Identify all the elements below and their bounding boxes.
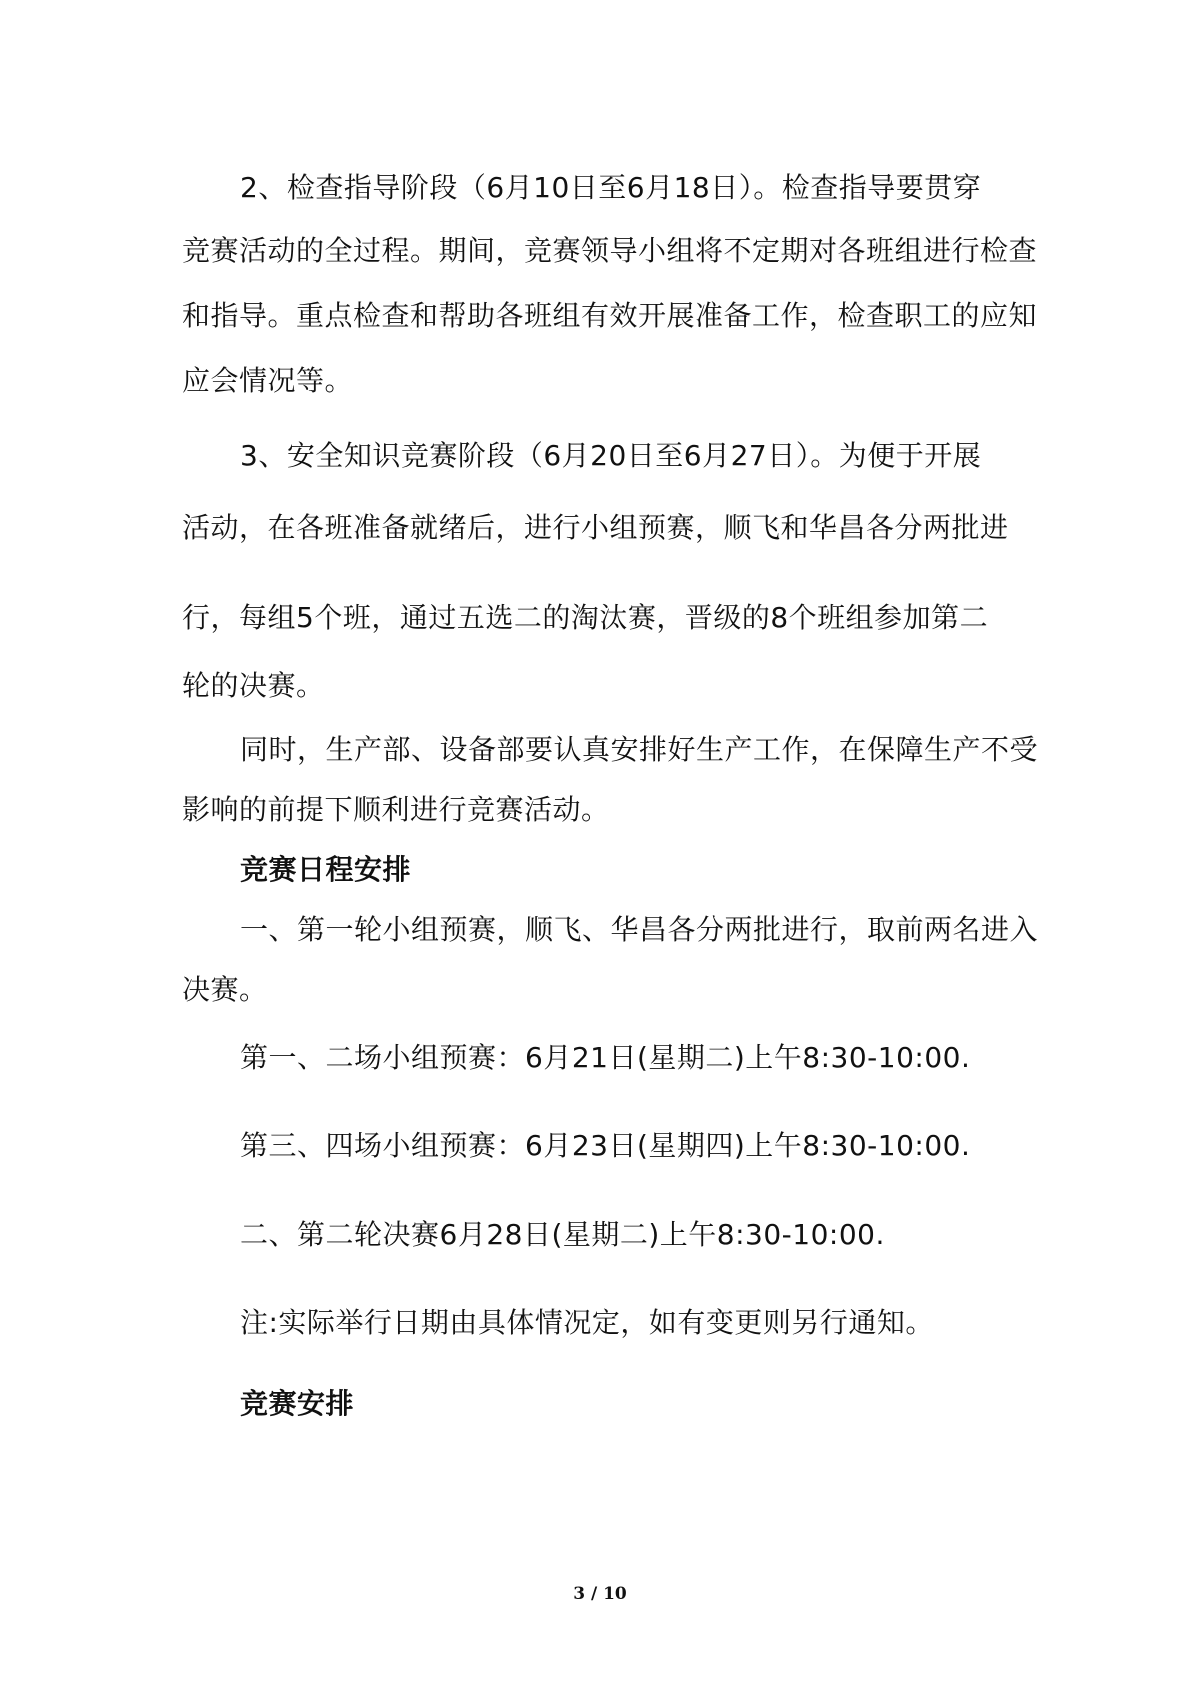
section-heading: 竞赛日程安排 [240, 853, 412, 886]
paragraph-line: 行，每组5个班，通过五选二的淘汰赛，晋级的8个班组参加第二 [182, 601, 989, 634]
schedule-line: 第三、四场小组预赛：6月23日(星期四)上午8:30-10:00. [240, 1129, 971, 1162]
section-heading: 竞赛安排 [240, 1387, 355, 1420]
page-number: 3 / 10 [573, 1584, 627, 1604]
paragraph-line: 决赛。 [182, 973, 268, 1006]
paragraph-line: 3、安全知识竞赛阶段（6月20日至6月27日）。为便于开展 [240, 439, 982, 472]
schedule-line: 第一、二场小组预赛：6月21日(星期二)上午8:30-10:00. [240, 1041, 971, 1074]
note-line: 注:实际举行日期由具体情况定，如有变更则另行通知。 [240, 1306, 934, 1339]
paragraph-line: 轮的决赛。 [182, 669, 325, 702]
paragraph-line: 应会情况等。 [182, 364, 354, 397]
paragraph-line: 竞赛活动的全过程。期间，竞赛领导小组将不定期对各班组进行检查 [182, 234, 1038, 267]
paragraph-line: 2、检查指导阶段（6月10日至6月18日）。检查指导要贯穿 [240, 171, 982, 204]
paragraph-line: 和指导。重点检查和帮助各班组有效开展准备工作，检查职工的应知 [182, 299, 1038, 332]
paragraph-line: 同时，生产部、设备部要认真安排好生产工作，在保障生产不受 [240, 733, 1039, 766]
paragraph-line: 活动，在各班准备就绪后，进行小组预赛，顺飞和华昌各分两批进 [182, 511, 1009, 544]
paragraph-line: 一、第一轮小组预赛，顺飞、华昌各分两批进行，取前两名进入 [240, 913, 1039, 946]
paragraph-line: 影响的前提下顺利进行竞赛活动。 [182, 793, 610, 826]
schedule-line: 二、第二轮决赛6月28日(星期二)上午8:30-10:00. [240, 1218, 885, 1251]
